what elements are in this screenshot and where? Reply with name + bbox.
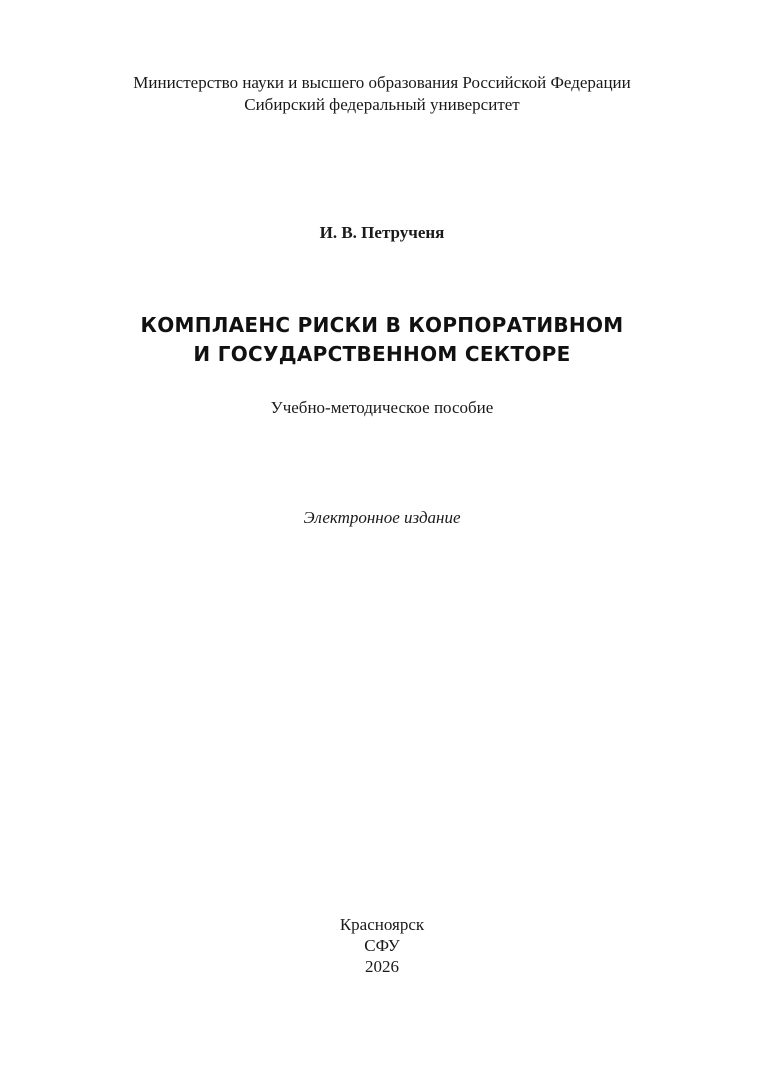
imprint-city: Красноярск	[339, 915, 425, 934]
book-title-line-2: И ГОСУДАРСТВЕННОМ СЕКТОРЕ	[193, 342, 571, 366]
institution-header	[0, 72, 764, 116]
book-subtitle	[0, 397, 764, 419]
book-title-line-1: КОМПЛАЕНС РИСКИ В КОРПОРАТИВНОМ	[140, 313, 624, 337]
edition-text: Электронное издание	[303, 508, 461, 527]
author-name	[0, 222, 764, 244]
publication-type: Учебно-методическое пособие	[270, 398, 494, 417]
book-title	[0, 311, 764, 369]
edition-note	[0, 507, 764, 529]
imprint-year: 2026	[365, 957, 399, 976]
ministry-name: Министерство науки и высшего образования Российской Федерации	[133, 73, 631, 92]
imprint	[0, 914, 764, 977]
author-text: И. В. Петрученя	[319, 223, 445, 242]
imprint-publisher: СФУ	[364, 936, 400, 955]
university-name: Сибирский федеральный университет	[244, 95, 520, 114]
